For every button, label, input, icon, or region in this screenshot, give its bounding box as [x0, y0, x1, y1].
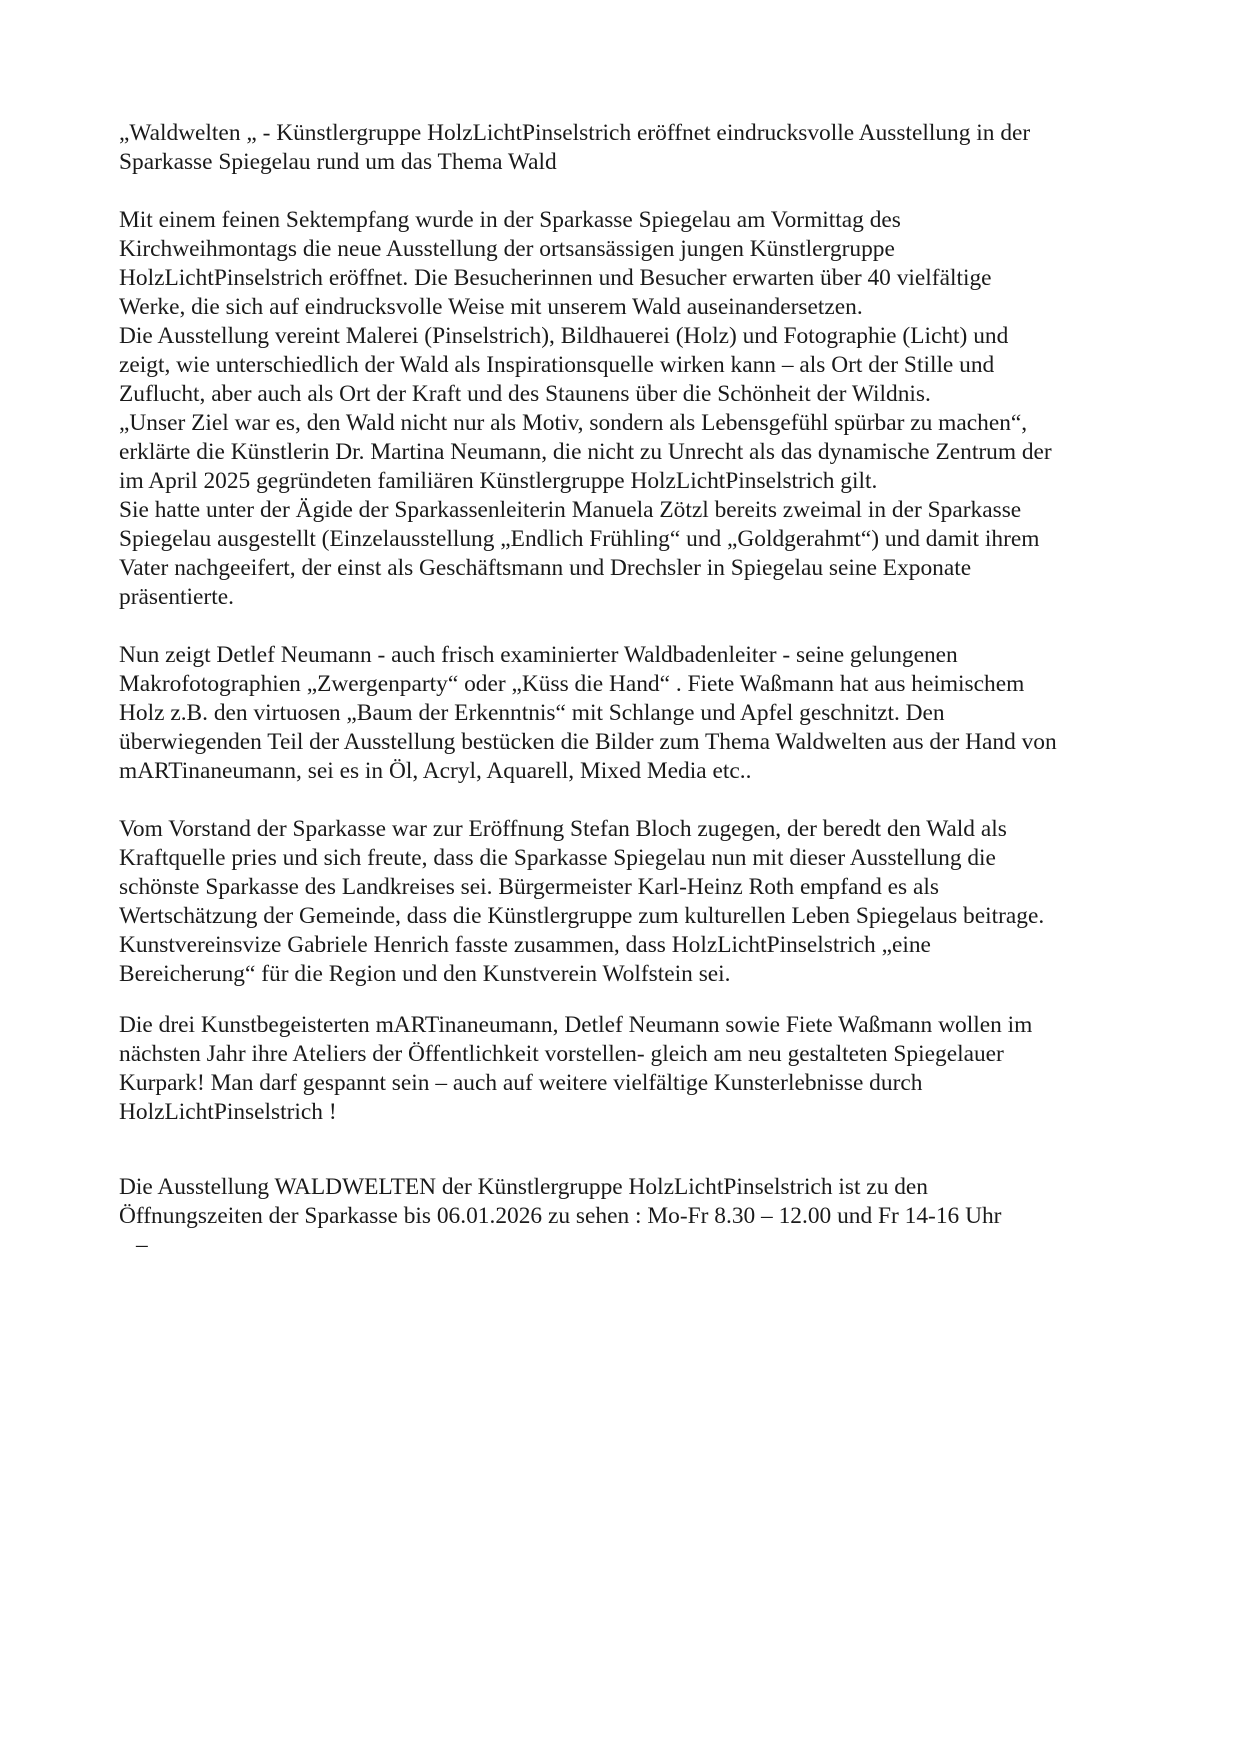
text-line: Mit einem feinen Sektempfang wurde in der Sparkasse Spiegelau am Vormittag des — [119, 207, 901, 233]
text-line: Nun zeigt Detlef Neumann - auch frisch examinierter Waldbadenleiter - seine gelungenen — [119, 642, 958, 668]
title-line: „Waldwelten „ - Künstlergruppe HolzLichtPinselstrich eröffnet eindrucksvolle Ausstellung in der — [119, 120, 1031, 146]
text-line: Spiegelau ausgestellt (Einzelausstellung „Endlich Frühling“ und „Goldgerahmt“) und damit ihrem — [119, 526, 1040, 552]
text-line: mARTinaneumann, sei es in Öl, Acryl, Aquarell, Mixed Media etc.. — [119, 758, 752, 784]
paragraph-artists — [119, 641, 1149, 786]
text-line: Vater nachgeeifert, der einst als Geschäftsmann und Drechsler in Spiegelau seine Exponate — [119, 555, 972, 581]
text-line: HolzLichtPinselstrich ! — [119, 1099, 337, 1125]
text-line: Kraftquelle pries und sich freute, dass die Sparkasse Spiegelau nun mit dieser Ausstellung die — [119, 845, 996, 871]
text-line: zeigt, wie unterschiedlich der Wald als Inspirationsquelle wirken kann – als Ort der Stille und — [119, 352, 995, 378]
text-line: Kirchweihmontags die neue Ausstellung der ortsansässigen jungen Künstlergruppe — [119, 236, 895, 262]
text-line: Holz z.B. den virtuosen „Baum der Erkenntnis“ mit Schlange und Apfel geschnitzt. Den — [119, 700, 945, 726]
text-line: Zuflucht, aber auch als Ort der Kraft und des Staunens über die Schönheit der Wildnis. — [119, 381, 931, 407]
text-line: erklärte die Künstlerin Dr. Martina Neumann, die nicht zu Unrecht als das dynamische Zentrum der — [119, 439, 1052, 465]
text-line: Makrofotographien „Zwergenparty“ oder „Küss die Hand“ . Fiete Waßmann hat aus heimischem — [119, 671, 1025, 697]
text-line: Öffnungszeiten der Sparkasse bis 06.01.2026 zu sehen : Mo-Fr 8.30 – 12.00 und Fr 14-16 Uhr — [119, 1203, 1002, 1229]
document-body — [119, 119, 1149, 1260]
text-line: Die Ausstellung vereint Malerei (Pinselstrich), Bildhauerei (Holz) und Fotographie (Licht) und — [119, 323, 1009, 349]
text-line: Bereicherung“ für die Region und den Kunstverein Wolfstein sei. — [119, 961, 731, 987]
text-line: Die Ausstellung WALDWELTEN der Künstlergruppe HolzLichtPinselstrich ist zu den — [119, 1174, 929, 1200]
text-line: nächsten Jahr ihre Ateliers der Öffentlichkeit vorstellen- gleich am neu gestalteten Spiegelauer — [119, 1041, 1004, 1067]
text-line: Die drei Kunstbegeisterten mARTinaneumann, Detlef Neumann sowie Fiete Waßmann wollen im — [119, 1012, 1033, 1038]
text-line: Sie hatte unter der Ägide der Sparkassenleiterin Manuela Zötzl bereits zweimal in der Sparkasse — [119, 497, 1022, 523]
text-line: überwiegenden Teil der Ausstellung bestücken die Bilder zum Thema Waldwelten aus der Hand von — [119, 729, 1057, 755]
text-line: Kunstvereinsvize Gabriele Henrich fasste zusammen, dass HolzLichtPinselstrich „eine — [119, 932, 931, 958]
title-line: Sparkasse Spiegelau rund um das Thema Wald — [119, 149, 557, 175]
text-line: HolzLichtPinselstrich eröffnet. Die Besucherinnen und Besucher erwarten über 40 vielfältige — [119, 265, 992, 291]
paragraph-opening-hours — [119, 1173, 1149, 1260]
text-line: Wertschätzung der Gemeinde, dass die Künstlergruppe zum kulturellen Leben Spiegelaus beitrage. — [119, 903, 1045, 929]
text-line: schönste Sparkasse des Landkreises sei. Bürgermeister Karl-Heinz Roth empfand es als — [119, 874, 939, 900]
article-title — [119, 119, 1149, 177]
text-line: präsentierte. — [119, 584, 234, 610]
text-line: im April 2025 gegründeten familiären Künstlergruppe HolzLichtPinselstrich gilt. — [119, 468, 878, 494]
paragraph-outlook — [119, 1011, 1149, 1127]
paragraph-speeches — [119, 815, 1149, 989]
paragraph-opening — [119, 206, 1149, 612]
text-line: Werke, die sich auf eindrucksvolle Weise mit unserem Wald auseinandersetzen. — [119, 294, 863, 320]
text-line: „Unser Ziel war es, den Wald nicht nur als Motiv, sondern als Lebensgefühl spürbar zu machen“, — [119, 410, 1028, 436]
text-line: Vom Vorstand der Sparkasse war zur Eröffnung Stefan Bloch zugegen, der beredt den Wald als — [119, 816, 1007, 842]
text-line: Kurpark! Man darf gespannt sein – auch auf weitere vielfältige Kunsterlebnisse durch — [119, 1070, 923, 1096]
trailing-dash: – — [136, 1232, 148, 1258]
